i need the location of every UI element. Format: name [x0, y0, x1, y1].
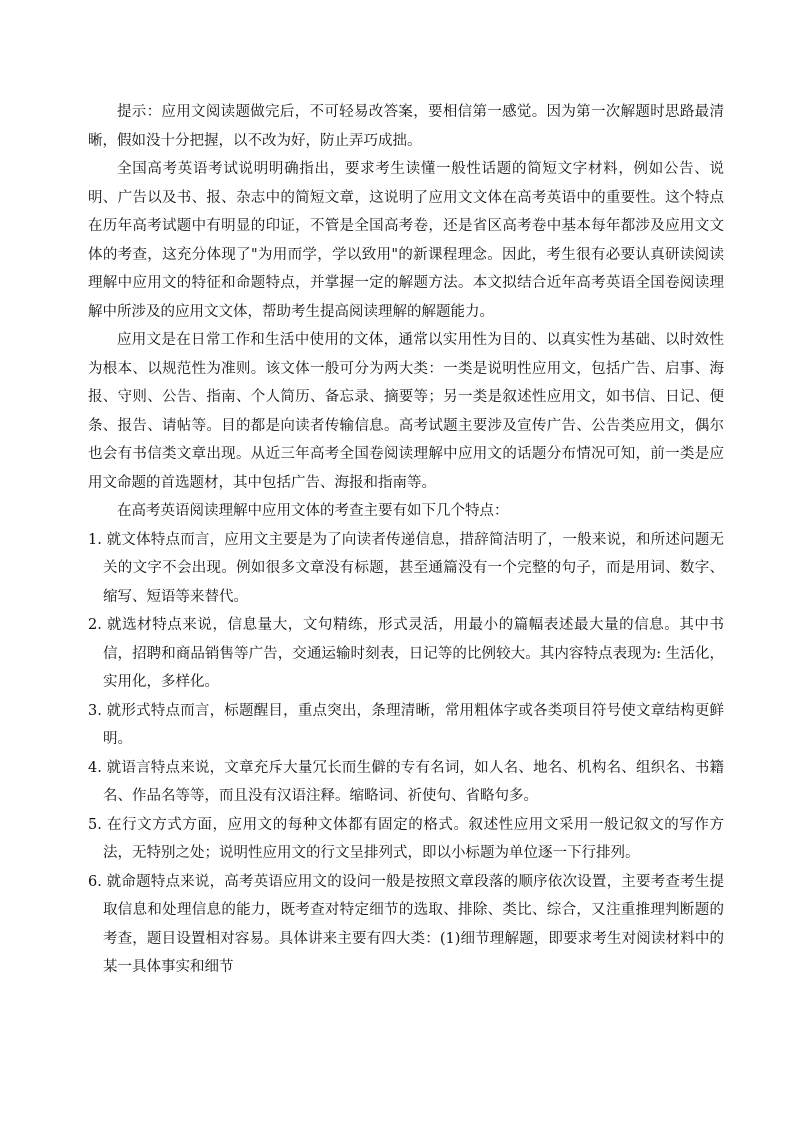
list-item: [88, 868, 724, 982]
list-item-text: 就命题特点来说，高考英语应用文的设问一般是按照文章段落的顺序依次设置，主要考查考生提取信息和处理信息的能力，既考查对特定细节的选取、排除、类比、综合，又注重推理判断题的考查，题目设置相对容易。具体讲来主要有四大类：(1)细节理解题，即要求考生对阅读材料中的某一具体事实和细节: [103, 873, 725, 975]
list-item-text: 在行文方式方面，应用文的每种文体都有固定的格式。叙述性应用文采用一般记叙文的写作方法，无特别之处；说明性应用文的行文呈排列式，即以小标题为单位逐一下行排列。: [103, 816, 724, 861]
list-item-number: 6.: [88, 873, 102, 890]
features-lead-paragraph: 在高考英语阅读理解中应用文体的考查主要有如下几个特点：: [117, 503, 509, 519]
list-item-text: 就选材特点来说，信息量大，文句精练，形式灵活，用最小的篇幅表述最大量的信息。其中书信，招聘和商品销售等广告，交通运输时刻表，日记等的比例较大。其内容特点表现为: 生活化，实用化，多样化。: [103, 617, 724, 690]
list-item-number: 2.: [88, 617, 102, 633]
document-body: [88, 98, 724, 982]
intro-paragraph: 全国高考英语考试说明明确指出，要求考生读懂一般性话题的简短文字材料，例如公告、说明、广告以及书、报、杂志中的简短文章，这说明了应用文文体在高考英语中的重要性。这个特点在历年高考试题中有明显的印证，不管是全国高考卷，还是省区高考卷中基本每年都涉及应用文文体的考查，这充分体现了"为用而学，学以致用"的新课程理念。因此，考生很有必要认真研读阅读理解中应用文的特征和命题特点，并掌握一定的解题方法。本文拟结合近年高考英语全国卷阅读理解中所涉及的应用文文体，帮助考生提高阅读理解的解题能力。: [88, 161, 724, 320]
list-item-number: 3.: [88, 702, 102, 719]
list-item: [88, 811, 724, 868]
list-item: [88, 754, 724, 811]
list-item: [88, 697, 724, 754]
list-item: [88, 611, 724, 697]
list-item-text: 就形式特点而言，标题醒目，重点突出，条理清晰，常用粗体字或各类项目符号使文章结构更鲜明。: [103, 702, 725, 747]
list-item-number: 1.: [88, 531, 102, 548]
list-item-text: 就语言特点来说，文章充斥大量冗长而生僻的专有名词，如人名、地名、机构名、组织名、书籍名、作品名等等，而且没有汉语注释。缩略词、祈使句、省略句多。: [103, 759, 725, 804]
list-item-text: 就文体特点而言，应用文主要是为了向读者传递信息，措辞简洁明了，一般来说，和所述问题无关的文字不会出现。例如很多文章没有标题，甚至通篇没有一个完整的句子，而是用词、数字、缩写、短语等来替代。: [103, 531, 725, 605]
features-list: [88, 526, 724, 982]
list-item: [88, 526, 724, 612]
definition-paragraph: 应用文是在日常工作和生活中使用的文体，通常以实用性为目的、以真实性为基础、以时效性为根本、以规范性为准则。该文体一般可分为两大类：一类是说明性应用文，包括广告、启事、海报、守则、公告、指南、个人简历、备忘录、摘要等；另一类是叙述性应用文，如书信、日记、便条、报告、请帖等。目的都是向读者传输信息。高考试题主要涉及宣传广告、公告类应用文，偶尔也会有书信类文章出现。从近三年高考全国卷阅读理解中应用文的话题分布情况可知，前一类是应用文命题的首选题材，其中包括广告、海报和指南等。: [88, 332, 724, 491]
tip-paragraph: 提示：应用文阅读题做完后，不可轻易改答案，要相信第一感觉。因为第一次解题时思路最清晰，假如没十分把握，以不改为好，防止弄巧成拙。: [88, 104, 724, 149]
list-item-number: 5.: [88, 816, 102, 833]
list-item-number: 4.: [88, 759, 102, 776]
